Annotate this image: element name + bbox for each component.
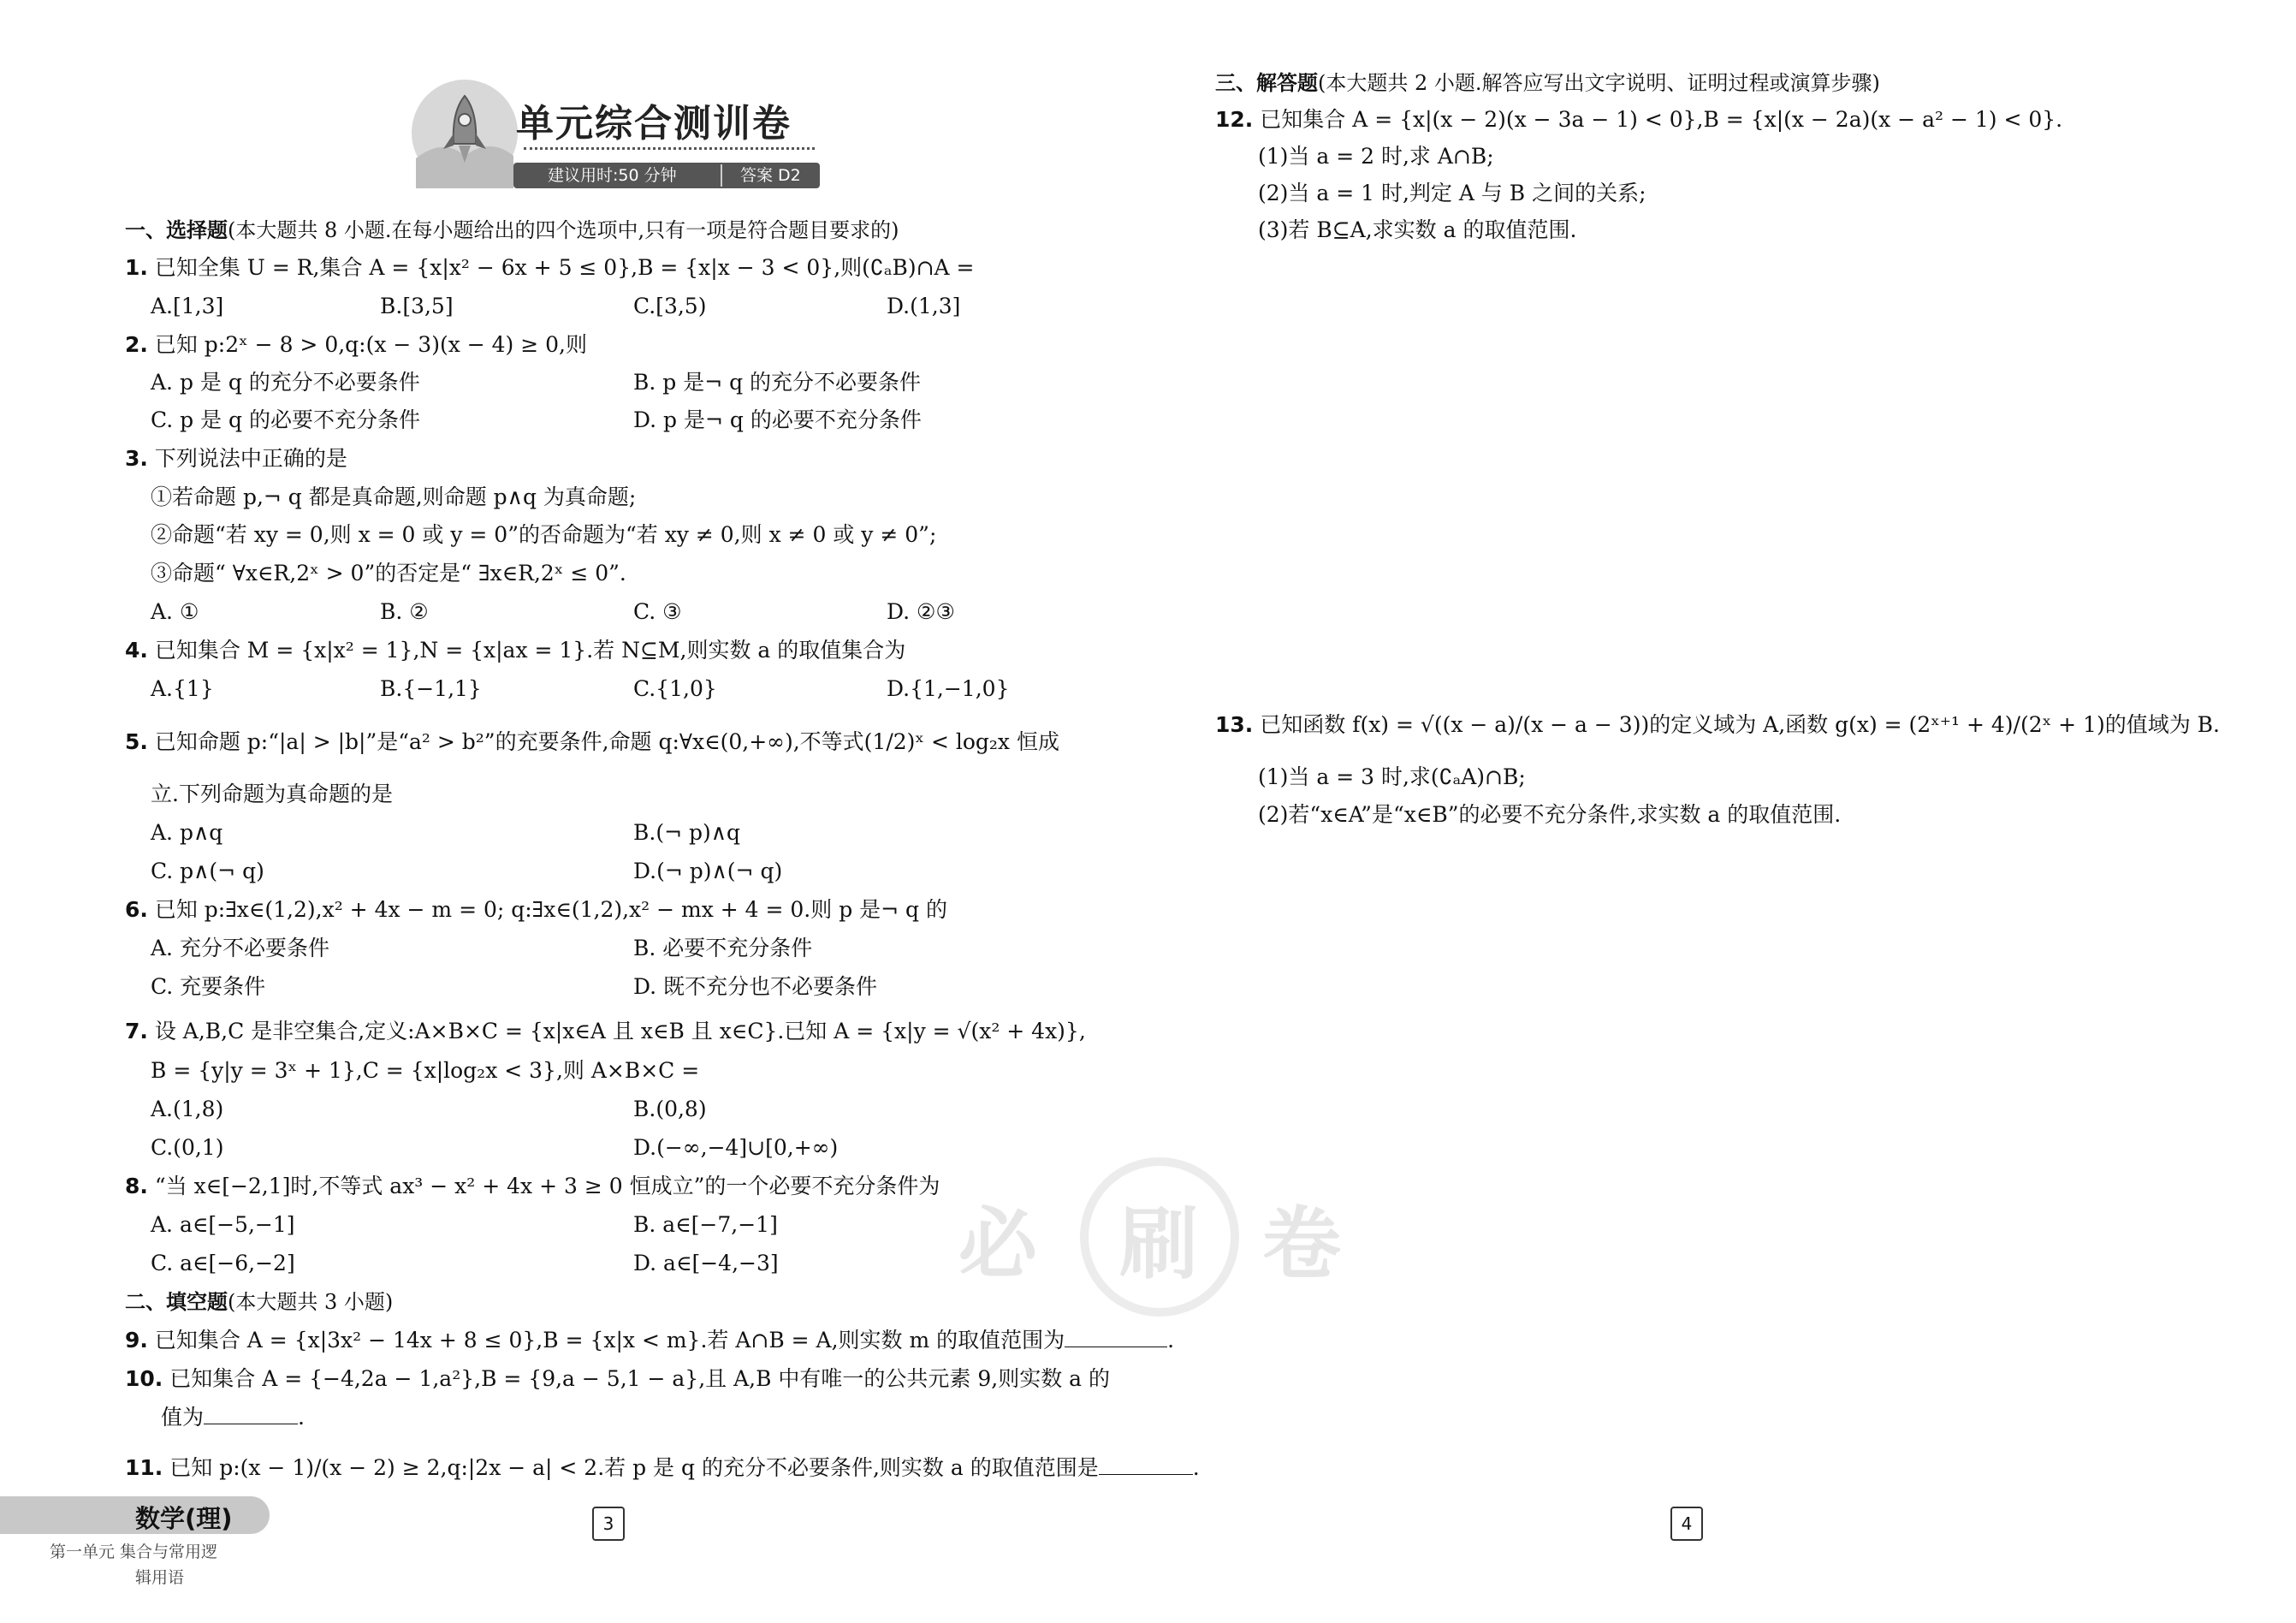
rocket-logo-icon [409, 77, 520, 188]
sub-question-1: (1)当 a = 3 时,求(∁ₐA)∩B; [1258, 764, 1526, 789]
option-d: D.{1,−1,0} [887, 676, 1010, 701]
section-title: 二、填空题 [125, 1290, 228, 1314]
watermark-char-3: 卷 [1262, 1198, 1342, 1290]
question-1 [125, 255, 974, 281]
question-stem: “当 x∈[−2,1]时,不等式 ax³ − x² + 4x + 3 ≥ 0 恒成立”的一个必要不充分条件为 [154, 1174, 940, 1198]
option-c: C. 充要条件 [151, 974, 266, 999]
question-6 [125, 897, 947, 923]
page-title: 单元综合测训卷 [516, 102, 792, 146]
question-number: 5. [125, 729, 148, 754]
option-a: A. ① [151, 599, 199, 624]
option-b: B. 必要不充分条件 [633, 936, 813, 960]
question-number: 11. [125, 1455, 163, 1480]
question-number: 13. [1215, 712, 1254, 737]
question-7 [125, 1019, 1086, 1044]
answer-blank [1099, 1457, 1193, 1475]
sub-question-3: (3)若 B⊆A,求实数 a 的取值范围. [1258, 217, 1577, 242]
info-bar-separator [721, 164, 722, 187]
option-d: D.(¬ p)∧(¬ q) [633, 859, 783, 883]
option-c: C. p 是 q 的必要不充分条件 [151, 407, 420, 432]
question-10 [125, 1366, 1110, 1392]
page-number-right: 4 [1670, 1507, 1703, 1541]
option-a: A. p 是 q 的充分不必要条件 [151, 370, 420, 395]
question-2 [125, 332, 587, 358]
option-a: A. p∧q [151, 820, 223, 845]
question-stem: 已知 p:∃x∈(1,2),x² + 4x − m = 0; q:∃x∈(1,2),x² − mx + 4 = 0.则 p 是¬ q 的 [154, 897, 947, 922]
option-b: B. p 是¬ q 的充分不必要条件 [633, 370, 922, 395]
option-c: C.[3,5) [633, 294, 707, 318]
question-number: 8. [125, 1174, 148, 1198]
sub-question-2: (2)若“x∈A”是“x∈B”的必要不充分条件,求实数 a 的取值范围. [1258, 802, 1842, 827]
question-stem-cont: 值为 [161, 1405, 205, 1430]
option-a: A. 充分不必要条件 [151, 936, 329, 960]
option-b: B. a∈[−7,−1] [633, 1212, 778, 1237]
option-d: D. 既不充分也不必要条件 [633, 974, 878, 999]
question-number: 1. [125, 255, 148, 280]
question-end: . [298, 1405, 305, 1430]
watermark-char-1: 必 [958, 1198, 1038, 1290]
option-b: B.(¬ p)∧q [633, 820, 741, 845]
question-9 [125, 1328, 1174, 1353]
section-title: 一、选择题 [125, 218, 228, 242]
question-stem: 已知集合 A = {−4,2a − 1,a²},B = {9,a − 5,1 − a},且 A,B 中有唯一的公共元素 9,则实数 a 的 [169, 1366, 1111, 1391]
option-a: A.(1,8) [151, 1097, 224, 1121]
subject-label: 数学(理) [135, 1504, 233, 1533]
option-c: C. p∧(¬ q) [151, 859, 264, 883]
option-a: A.{1} [151, 676, 214, 701]
question-stem: 已知函数 f(x) = √((x − a)/(x − a − 3))的定义域为 A,函数 g(x) = (2ˣ⁺¹ + 4)/(2ˣ + 1)的值域为 B. [1260, 712, 2220, 737]
option-d: D.(−∞,−4]∪[0,+∞) [633, 1135, 839, 1160]
question-number: 7. [125, 1019, 148, 1043]
question-stem: 已知集合 A = {x|3x² − 14x + 8 ≤ 0},B = {x|x < m}.若 A∩B = A,则实数 m 的取值范围为 [154, 1328, 1065, 1352]
question-number: 9. [125, 1328, 148, 1352]
question-number: 6. [125, 897, 148, 922]
question-12 [1215, 107, 2062, 133]
option-c: C. ③ [633, 599, 682, 624]
section-note: (本大题共 8 小题.在每小题给出的四个选项中,只有一项是符合题目要求的) [228, 218, 899, 242]
question-stem: 已知 p:2ˣ − 8 > 0,q:(x − 3)(x − 4) ≥ 0,则 [154, 332, 587, 357]
question-end: . [1167, 1328, 1175, 1352]
question-stem-cont: 立.下列命题为真命题的是 [151, 782, 393, 806]
section-fill-heading [125, 1289, 393, 1315]
question-3 [125, 446, 347, 472]
question-8 [125, 1174, 940, 1199]
question-number: 4. [125, 638, 148, 663]
section-solve-heading [1215, 70, 1880, 96]
question-5 [125, 729, 1059, 755]
option-d: D. ②③ [887, 599, 955, 624]
question-end: . [1192, 1455, 1200, 1480]
question-stem: 已知集合 A = {x|(x − 2)(x − 3a − 1) < 0},B = {x|(x − 2a)(x − a² − 1) < 0}. [1260, 107, 2063, 132]
title-divider [524, 147, 815, 150]
section-choice-heading [125, 217, 899, 243]
option-c: C. a∈[−6,−2] [151, 1251, 295, 1275]
option-d: D. a∈[−4,−3] [633, 1251, 779, 1275]
question-stem: 已知命题 p:“|a| > |b|”是“a² > b²”的充要条件,命题 q:∀x∈(0,+∞),不等式(1/2)ˣ < log₂x 恒成 [154, 729, 1059, 754]
unit-label-line1: 第一单元 集合与常用逻 [50, 1543, 218, 1561]
question-stem: 下列说法中正确的是 [154, 446, 347, 471]
question-stem: 设 A,B,C 是非空集合,定义:A×B×C = {x|x∈A 且 x∈B 且 x∈C}.已知 A = {x|y = √(x² + 4x)}, [154, 1019, 1086, 1043]
option-b: B. ② [380, 599, 429, 624]
info-bar [513, 163, 820, 188]
answer-ref: 答案 D2 [740, 166, 801, 185]
section-note: (本大题共 2 小题.解答应写出文字说明、证明过程或演算步骤) [1318, 71, 1880, 95]
option-a: A.[1,3] [151, 294, 224, 318]
section-title: 三、解答题 [1215, 71, 1318, 95]
option-d: D. p 是¬ q 的必要不充分条件 [633, 407, 922, 432]
question-11 [125, 1455, 1200, 1481]
option-c: C.{1,0} [633, 676, 717, 701]
statement-1: ①若命题 p,¬ q 都是真命题,则命题 p∧q 为真命题; [151, 485, 637, 509]
question-stem: 已知 p:(x − 1)/(x − 2) ≥ 2,q:|2x − a| < 2.若 p 是 q 的充分不必要条件,则实数 a 的取值范围是 [169, 1455, 1099, 1480]
option-b: B.{−1,1} [380, 676, 482, 701]
question-number: 3. [125, 446, 148, 471]
answer-blank [204, 1406, 298, 1424]
option-c: C.(0,1) [151, 1135, 224, 1160]
section-note: (本大题共 3 小题) [228, 1290, 394, 1314]
watermark [958, 1164, 1352, 1310]
option-d: D.(1,3] [887, 294, 961, 318]
question-stem: 已知集合 M = {x|x² = 1},N = {x|ax = 1}.若 N⊆M,则实数 a 的取值集合为 [154, 638, 906, 663]
question-13 [1215, 712, 2220, 738]
option-b: B.(0,8) [633, 1097, 707, 1121]
question-number: 10. [125, 1366, 163, 1391]
question-stem: 已知全集 U = R,集合 A = {x|x² − 6x + 5 ≤ 0},B = {x|x − 3 < 0},则(∁ₐB)∩A = [154, 255, 975, 280]
answer-blank [1065, 1329, 1167, 1347]
subject-tab [0, 1496, 270, 1534]
question-10-cont [161, 1405, 305, 1430]
question-4 [125, 638, 905, 663]
option-a: A. a∈[−5,−1] [151, 1212, 295, 1237]
sub-question-1: (1)当 a = 2 时,求 A∩B; [1258, 144, 1494, 169]
statement-2: ②命题“若 xy = 0,则 x = 0 或 y = 0”的否命题为“若 xy ≠ 0,则 x ≠ 0 或 y ≠ 0”; [151, 522, 937, 547]
page-number-left: 3 [592, 1507, 625, 1541]
suggested-time: 建议用时:50 分钟 [548, 166, 677, 185]
sub-question-2: (2)当 a = 1 时,判定 A 与 B 之间的关系; [1258, 181, 1646, 205]
watermark-char-2: 刷 [1119, 1198, 1199, 1290]
option-b: B.[3,5] [380, 294, 454, 318]
statement-3: ③命题“ ∀x∈R,2ˣ > 0”的否定是“ ∃x∈R,2ˣ ≤ 0”. [151, 561, 626, 586]
question-number: 12. [1215, 107, 1254, 132]
question-stem-cont: B = {y|y = 3ˣ + 1},C = {x|log₂x < 3},则 A×B×C = [151, 1058, 700, 1083]
unit-label-line2: 辑用语 [135, 1568, 185, 1587]
question-number: 2. [125, 332, 148, 357]
